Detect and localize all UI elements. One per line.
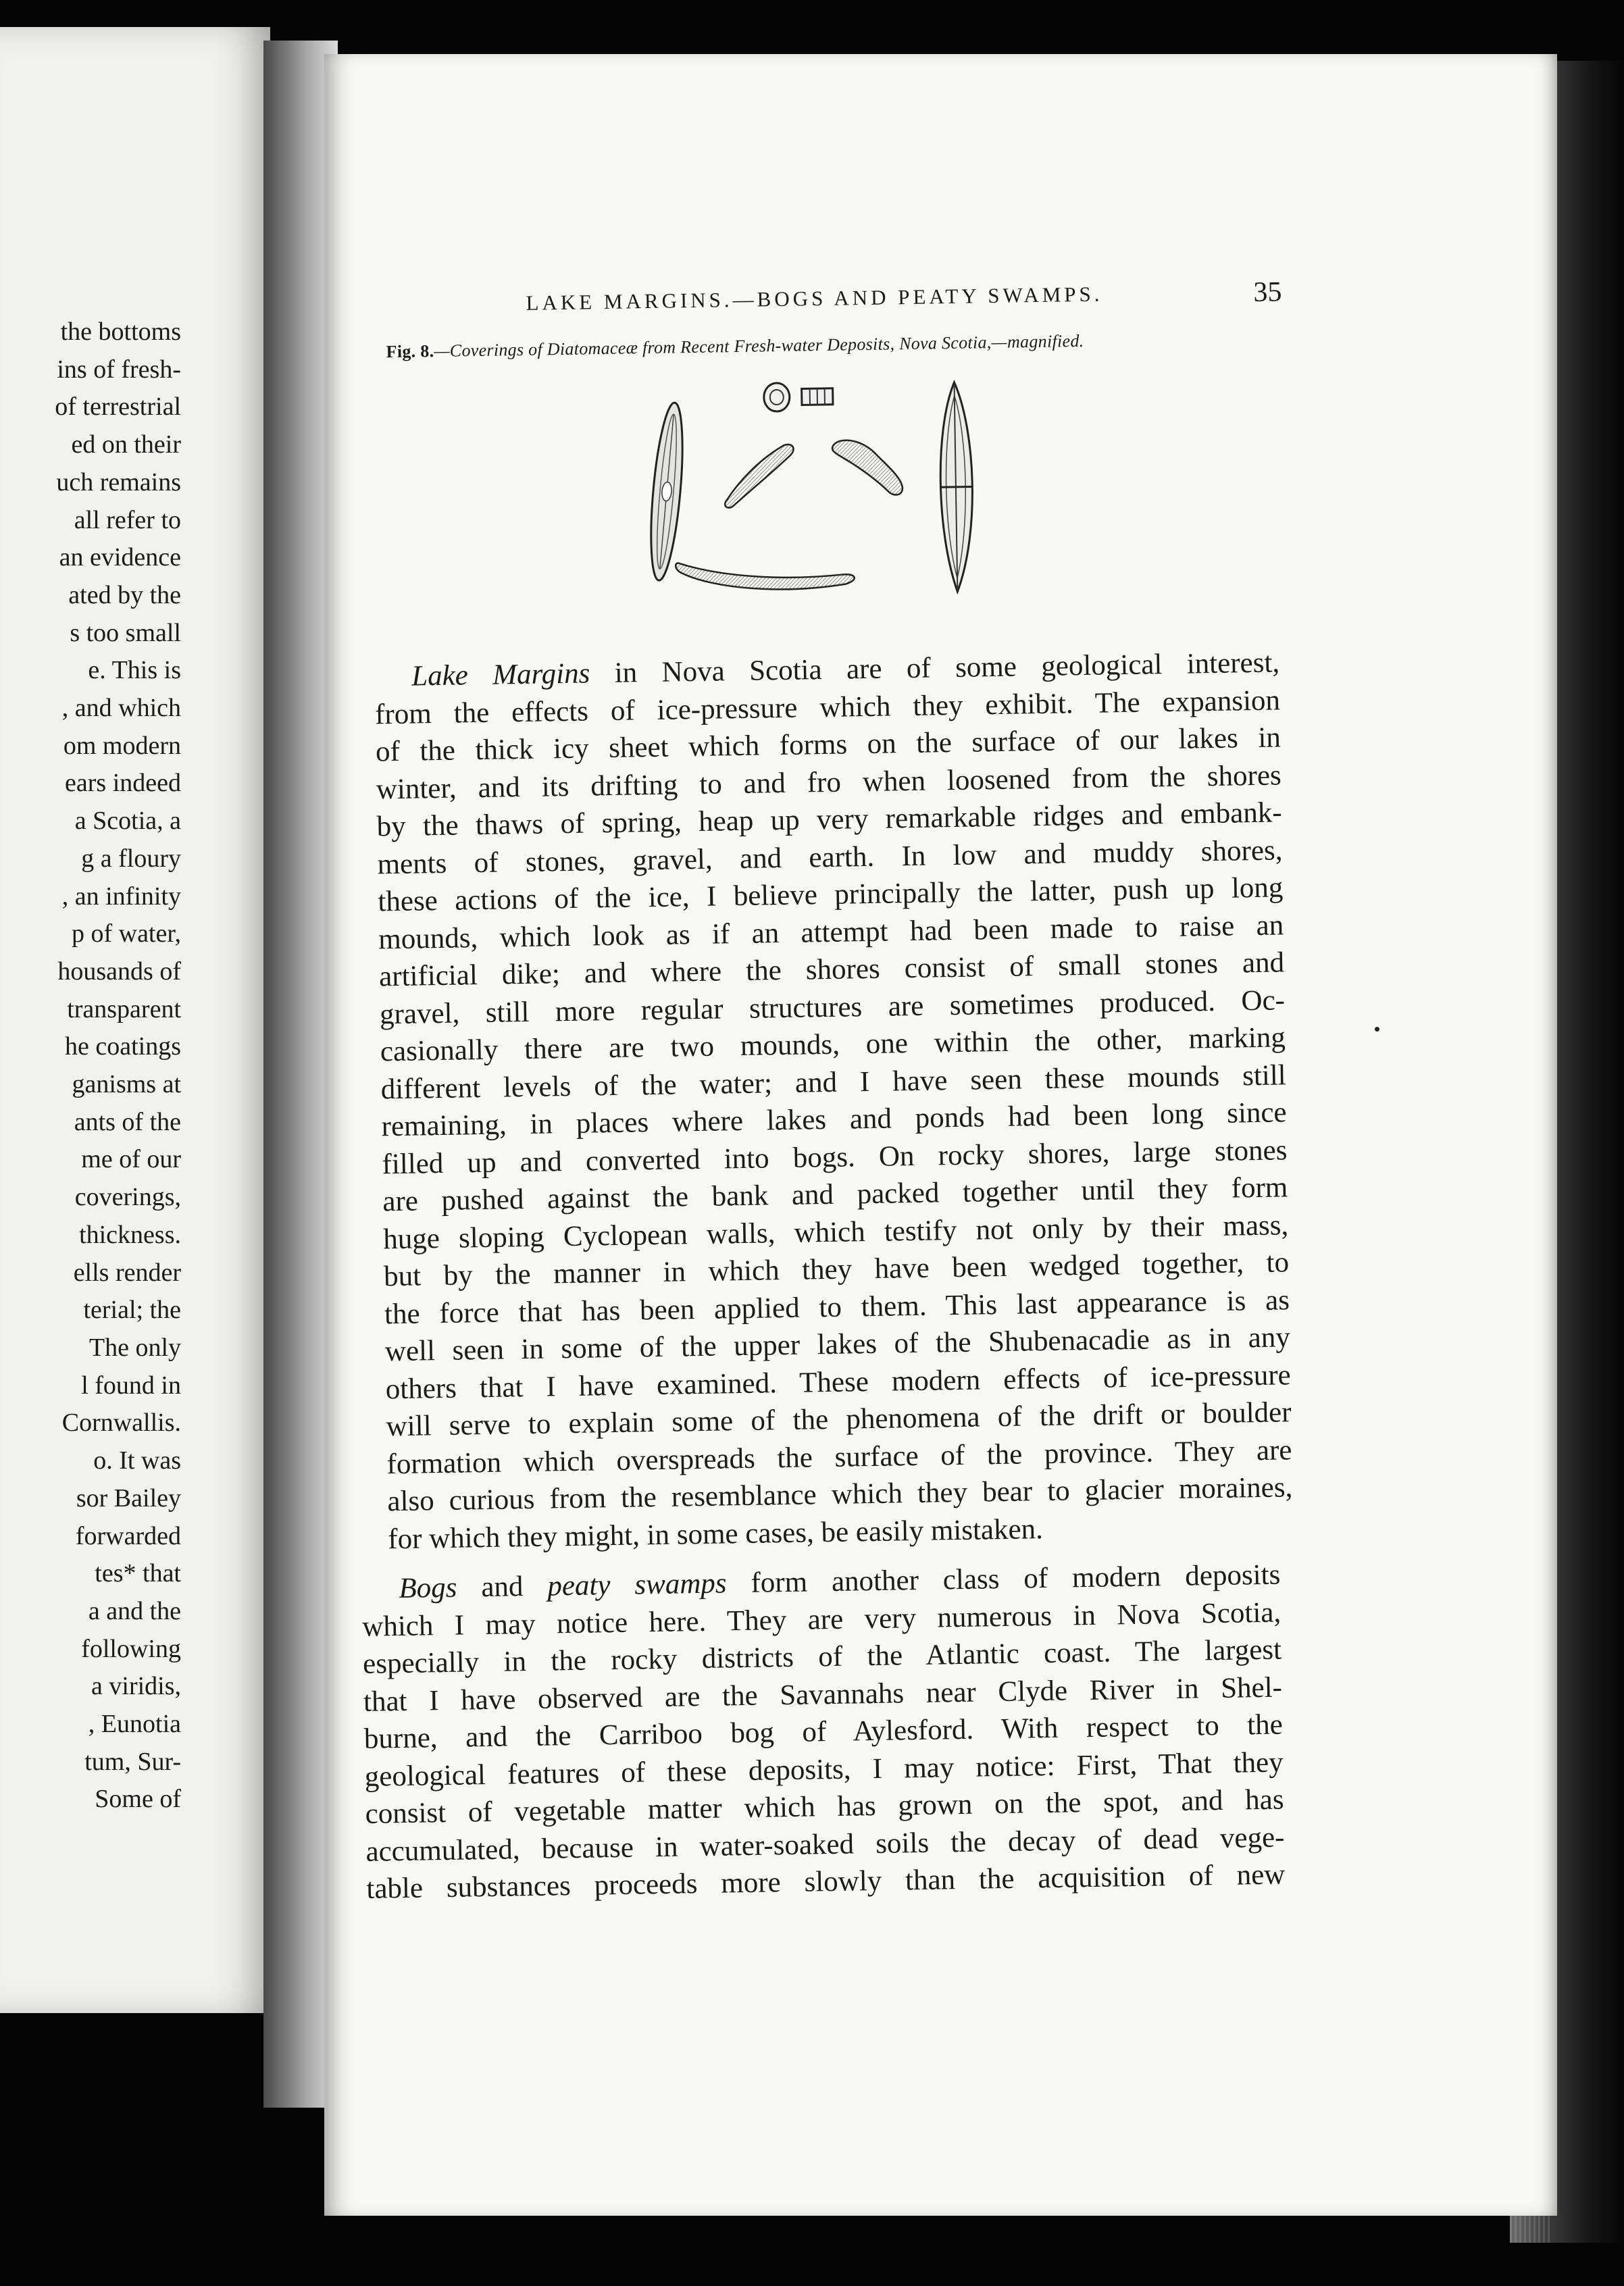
left-line: a Scotia, a <box>74 807 181 836</box>
left-line: uch remains <box>56 467 181 497</box>
left-line: he coatings <box>64 1032 181 1061</box>
left-line: all refer to <box>74 505 181 534</box>
left-line: l found in <box>81 1371 181 1400</box>
text-line: filled up and converted into bogs. On rocky shores, large stones <box>382 1134 1288 1180</box>
text-line: of the thick icy sheet which forms on the surface of our lakes in <box>375 721 1282 768</box>
text-line: consist of vegetable matter which has grown on the spot, and has <box>365 1783 1284 1830</box>
text-line: huge sloping Cyclopean walls, which testify not only by their mass, <box>382 1209 1289 1255</box>
text-line: burne, and the Carriboo bog of Aylesford. With respect to the <box>363 1708 1284 1755</box>
diatom-curved-left <box>724 444 794 508</box>
left-line: following <box>81 1634 181 1663</box>
text-line: but by the manner in which they have been wedged together, to <box>383 1246 1290 1293</box>
text-line: mounds, which look as if an attempt had been made to raise an <box>378 909 1284 955</box>
diatom-horizontal <box>676 560 855 590</box>
left-line: an evidence <box>59 543 181 572</box>
text-line: will serve to explain some of the phenomena of the drift or boulder <box>386 1396 1292 1443</box>
text-line: which I may notice here. They are very numerous in Nova Scotia, <box>361 1596 1282 1643</box>
left-line: e. This is <box>88 656 181 685</box>
text-line: that I have observed are the Savannahs near Clyde River in Shel- <box>363 1671 1283 1718</box>
left-page-text <box>0 313 181 1819</box>
paragraph-lake-margins <box>374 644 1294 1558</box>
diatom-elongate-right <box>938 382 973 592</box>
text-line: table substances proceeds more slowly than the acquisition of new <box>366 1858 1286 1905</box>
left-line: ins of fresh- <box>57 355 181 384</box>
left-line: , Eunotia <box>88 1710 181 1739</box>
text-line: well seen in some of the upper lakes of the Shubenacadie as in any <box>384 1321 1291 1368</box>
left-line: ganisms at <box>72 1070 181 1099</box>
left-line: ears indeed <box>65 769 181 798</box>
figure-label: Fig. 8. <box>386 341 434 362</box>
left-line: housands of <box>57 957 181 986</box>
page-number: 35 <box>1253 276 1282 308</box>
text-line: especially in the rocky districts of the Atlantic coast. The largest <box>362 1633 1282 1680</box>
left-line: om modern <box>63 731 181 760</box>
left-line: , an infinity <box>61 882 181 911</box>
text-line: by the thaws of spring, heap up very remarkable ridges and embank- <box>376 796 1282 843</box>
diatom-elongate-left <box>645 401 688 582</box>
diatom-rectangular <box>802 388 833 405</box>
text-line: ments of stones, gravel, and earth. In low and muddy shores, <box>377 834 1283 880</box>
text-line: different levels of the water; and I have seen these mounds still <box>380 1059 1287 1105</box>
left-line: ed on their <box>71 430 181 459</box>
text-line: artificial dike; and where the shores consist of small stones and <box>378 946 1285 993</box>
diatom-circular <box>763 383 790 412</box>
main-page <box>324 54 1557 2216</box>
text-line: are pushed against the bank and packed together until they form <box>382 1171 1288 1218</box>
left-line: ells render <box>73 1258 181 1287</box>
paragraph-heading: Lake Margins <box>411 657 590 692</box>
left-line: p of water, <box>71 919 181 948</box>
page-content <box>307 45 1574 2226</box>
paragraph-heading-2: peaty swamps <box>547 1567 727 1602</box>
figure-caption-text: —Coverings of Diatomaceæ from Recent Fresh-water Deposits, Nova Scotia,—magnified. <box>434 330 1084 361</box>
text-line: these actions of the ice, I believe principally the latter, push up long <box>378 871 1284 918</box>
text-line: accumulated, because in water-soaked soils the decay of dead vege- <box>365 1821 1285 1868</box>
text-line: others that I have examined. These modern effects of ice-pressure <box>385 1358 1292 1405</box>
left-line: Some of <box>95 1785 181 1814</box>
text-line: for which they might, in some cases, be easily mistaken. <box>387 1513 1044 1555</box>
text-line: formation which overspreads the surface of the province. They are <box>386 1433 1292 1480</box>
heading-conjunction: and <box>457 1570 548 1604</box>
text-line: the force that has been applied to them. This last appearance is as <box>384 1284 1290 1330</box>
left-line: the bottoms <box>60 318 181 346</box>
left-line: a viridis, <box>91 1672 181 1701</box>
left-line: s too small <box>70 618 181 647</box>
left-line: a and the <box>88 1596 181 1625</box>
left-line: forwarded <box>75 1521 181 1550</box>
left-line: Cornwallis. <box>61 1408 181 1438</box>
left-line: transparent <box>67 994 181 1023</box>
left-line: me of our <box>81 1145 181 1174</box>
left-line: thickness. <box>79 1220 181 1249</box>
left-line: , and which <box>61 694 181 723</box>
text-line: geological features of these deposits, I may notice: First, That they <box>364 1746 1284 1793</box>
stray-mark <box>1375 1027 1379 1032</box>
left-line: ated by the <box>68 580 181 609</box>
paragraph-heading: Bogs <box>399 1571 457 1605</box>
left-line: tum, Sur- <box>84 1747 181 1776</box>
diatom-curved-right <box>832 439 903 496</box>
left-line: o. It was <box>93 1446 181 1475</box>
text-line: remaining, in places where lakes and ponds had been long since <box>381 1096 1287 1143</box>
text-line-body: form another class of modern deposits <box>726 1558 1281 1600</box>
text-line: also curious from the resemblance which they bear to glacier moraines, <box>387 1471 1293 1518</box>
left-line: coverings, <box>74 1183 181 1212</box>
left-line: terial; the <box>83 1296 181 1325</box>
left-line: tes* that <box>95 1559 181 1588</box>
left-line: of terrestrial <box>55 392 181 422</box>
left-line: sor Bailey <box>76 1483 181 1513</box>
paragraph-bogs <box>361 1556 1286 1908</box>
left-page <box>0 27 270 2013</box>
left-line: ants of the <box>74 1107 181 1136</box>
text-line: casionally there are two mounds, one within the other, marking <box>380 1021 1286 1068</box>
diatom-figure <box>636 375 1018 604</box>
figure-caption <box>386 328 1277 362</box>
running-head: LAKE MARGINS.—BOGS AND PEATY SWAMPS. <box>526 282 1103 315</box>
left-line: The only <box>88 1333 181 1362</box>
text-line: winter, and its drifting to and fro when loosened from the shores <box>376 759 1282 805</box>
left-line: g a floury <box>81 844 181 873</box>
text-line-body: in Nova Scotia are of some geological interest, <box>589 646 1280 690</box>
text-line: from the effects of ice-pressure which they exhibit. The expansion <box>374 684 1281 730</box>
text-line: gravel, still more regular structures are sometimes produced. Oc- <box>379 984 1286 1030</box>
